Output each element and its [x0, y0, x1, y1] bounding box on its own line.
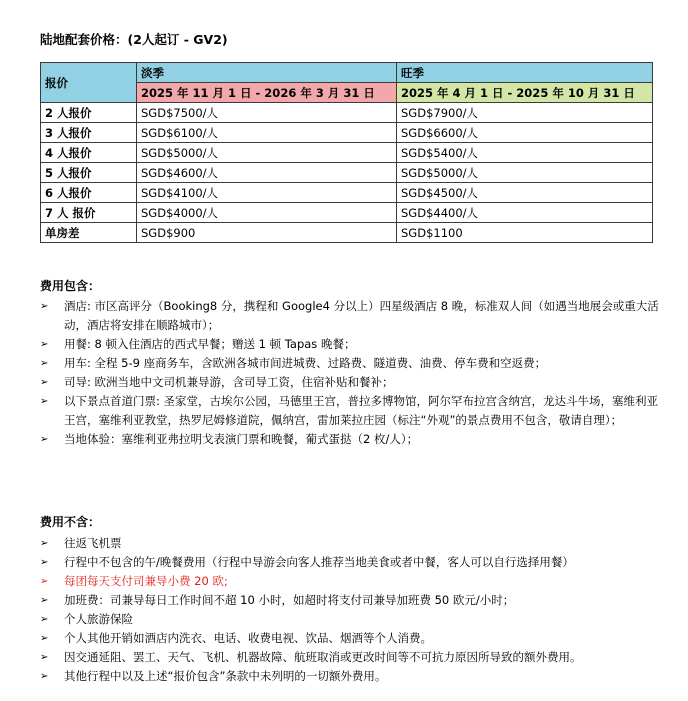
price-table [40, 62, 653, 243]
arrow-bullet-icon: ➢ [40, 358, 49, 369]
row-label: 6 人报价 [41, 183, 137, 203]
table-row [41, 163, 653, 183]
low-price: SGD$6100/人 [137, 123, 397, 143]
item-text: 当地体验：塞维利亚弗拉明戈表演门票和晚餐，葡式蛋挞（2 枚/人）； [64, 432, 419, 446]
item-text: 以下景点首道门票: 圣家堂，古埃尔公园，马德里王宫，普拉多博物馆，阿尔罕布拉宫含纳宫，龙达斗牛场，塞维利亚王宫，塞维利亚教堂，热罗尼姆修道院，佩纳宫，雷加莱拉庄园（标注“外观”的景点费用不包含，敬请自理）； [64, 394, 659, 427]
table-row [41, 143, 653, 163]
arrow-bullet-icon: ➢ [40, 671, 49, 682]
row-label: 4 人报价 [41, 143, 137, 163]
list-item-highlight [40, 572, 660, 591]
item-text: 用餐: 8 顿入住酒店的西式早餐；赠送 1 顿 Tapas 晚餐； [64, 337, 356, 351]
item-text: 个人旅游保险 [64, 612, 133, 626]
high-price: SGD$1100 [397, 223, 653, 243]
item-text: 酒店: 市区高评分（Booking8 分，携程和 Google4 分以上）四星级酒店 8 晚，标准双人间（如遇当地展会或重大活动，酒店将安排在顺路城市）； [64, 299, 659, 332]
low-price: SGD$4600/人 [137, 163, 397, 183]
low-price: SGD$7500/人 [137, 103, 397, 123]
list-item [40, 392, 660, 430]
table-row [41, 203, 653, 223]
item-text: 其他行程中以及上述“报价包含”条款中未列明的一切额外费用。 [64, 669, 387, 683]
list-item [40, 629, 660, 648]
arrow-bullet-icon: ➢ [40, 614, 49, 625]
arrow-bullet-icon: ➢ [40, 595, 49, 606]
list-item [40, 297, 660, 335]
list-item [40, 667, 660, 686]
row-label: 3 人报价 [41, 123, 137, 143]
list-item [40, 591, 660, 610]
arrow-bullet-icon: ➢ [40, 538, 49, 549]
list-item [40, 534, 660, 553]
list-item [40, 335, 660, 354]
high-price: SGD$7900/人 [397, 103, 653, 123]
table-row [41, 223, 653, 243]
list-item [40, 610, 660, 629]
item-text: 加班费：司兼导每日工作时间不超 10 小时，如超时将支付司兼导加班费 50 欧元/小时； [64, 593, 515, 607]
low-price: SGD$4100/人 [137, 183, 397, 203]
excluded-heading: 费用不含： [40, 515, 101, 529]
arrow-bullet-icon: ➢ [40, 434, 49, 445]
row-label: 5 人报价 [41, 163, 137, 183]
table-row [41, 103, 653, 123]
included-heading: 费用包含： [40, 279, 101, 293]
row-label: 2 人报价 [41, 103, 137, 123]
table-row [41, 123, 653, 143]
low-price: SGD$4000/人 [137, 203, 397, 223]
item-text: 司导: 欧洲当地中文司机兼导游，含司导工资，住宿补贴和餐补； [64, 375, 394, 389]
high-price: SGD$4400/人 [397, 203, 653, 223]
high-price: SGD$5000/人 [397, 163, 653, 183]
arrow-bullet-icon: ➢ [40, 377, 49, 388]
page-title: 陆地配套价格：(2人起订 - GV2) [40, 32, 228, 47]
high-price: SGD$5400/人 [397, 143, 653, 163]
table-row [41, 183, 653, 203]
item-text: 个人其他开销如酒店内洗衣、电话、收费电视、饮品、烟酒等个人消费。 [64, 631, 432, 645]
arrow-bullet-icon: ➢ [40, 652, 49, 663]
item-text: 行程中不包含的午/晚餐费用（行程中导游会向客人推荐当地美食或者中餐，客人可以自行选择用餐） [64, 555, 574, 569]
high-price: SGD$4500/人 [397, 183, 653, 203]
high-season-dates: 2025 年 4 月 1 日 - 2025 年 10 月 31 日 [397, 83, 653, 103]
list-item [40, 430, 660, 449]
low-price: SGD$5000/人 [137, 143, 397, 163]
arrow-bullet-icon: ➢ [40, 301, 49, 312]
item-text: 因交通延阻、罢工、天气、飞机、机器故障、航班取消或更改时间等不可抗力原因所导致的额外费用。 [64, 650, 582, 664]
row-label: 7 人 报价 [41, 203, 137, 223]
low-price: SGD$900 [137, 223, 397, 243]
low-season-header: 淡季 [137, 63, 397, 83]
list-item [40, 553, 660, 572]
item-text: 每团每天支付司兼导小费 20 欧; [64, 574, 228, 588]
list-item [40, 648, 660, 667]
arrow-bullet-icon: ➢ [40, 557, 49, 568]
arrow-bullet-icon: ➢ [40, 339, 49, 350]
low-season-dates: 2025 年 11 月 1 日 - 2026 年 3 月 31 日 [137, 83, 397, 103]
row-label: 单房差 [41, 223, 137, 243]
included-list [40, 297, 660, 449]
item-text: 用车: 全程 5-9 座商务车，含欧洲各城市间进城费、过路费、隧道费、油费、停车费和空返费； [64, 356, 547, 370]
list-item [40, 373, 660, 392]
arrow-bullet-icon: ➢ [40, 633, 49, 644]
item-text: 往返飞机票 [64, 536, 122, 550]
arrow-bullet-icon: ➢ [40, 396, 49, 407]
arrow-bullet-icon: ➢ [40, 576, 49, 587]
quote-header: 报价 [41, 63, 137, 103]
high-season-header: 旺季 [397, 63, 653, 83]
list-item [40, 354, 660, 373]
excluded-list [40, 534, 660, 686]
high-price: SGD$6600/人 [397, 123, 653, 143]
